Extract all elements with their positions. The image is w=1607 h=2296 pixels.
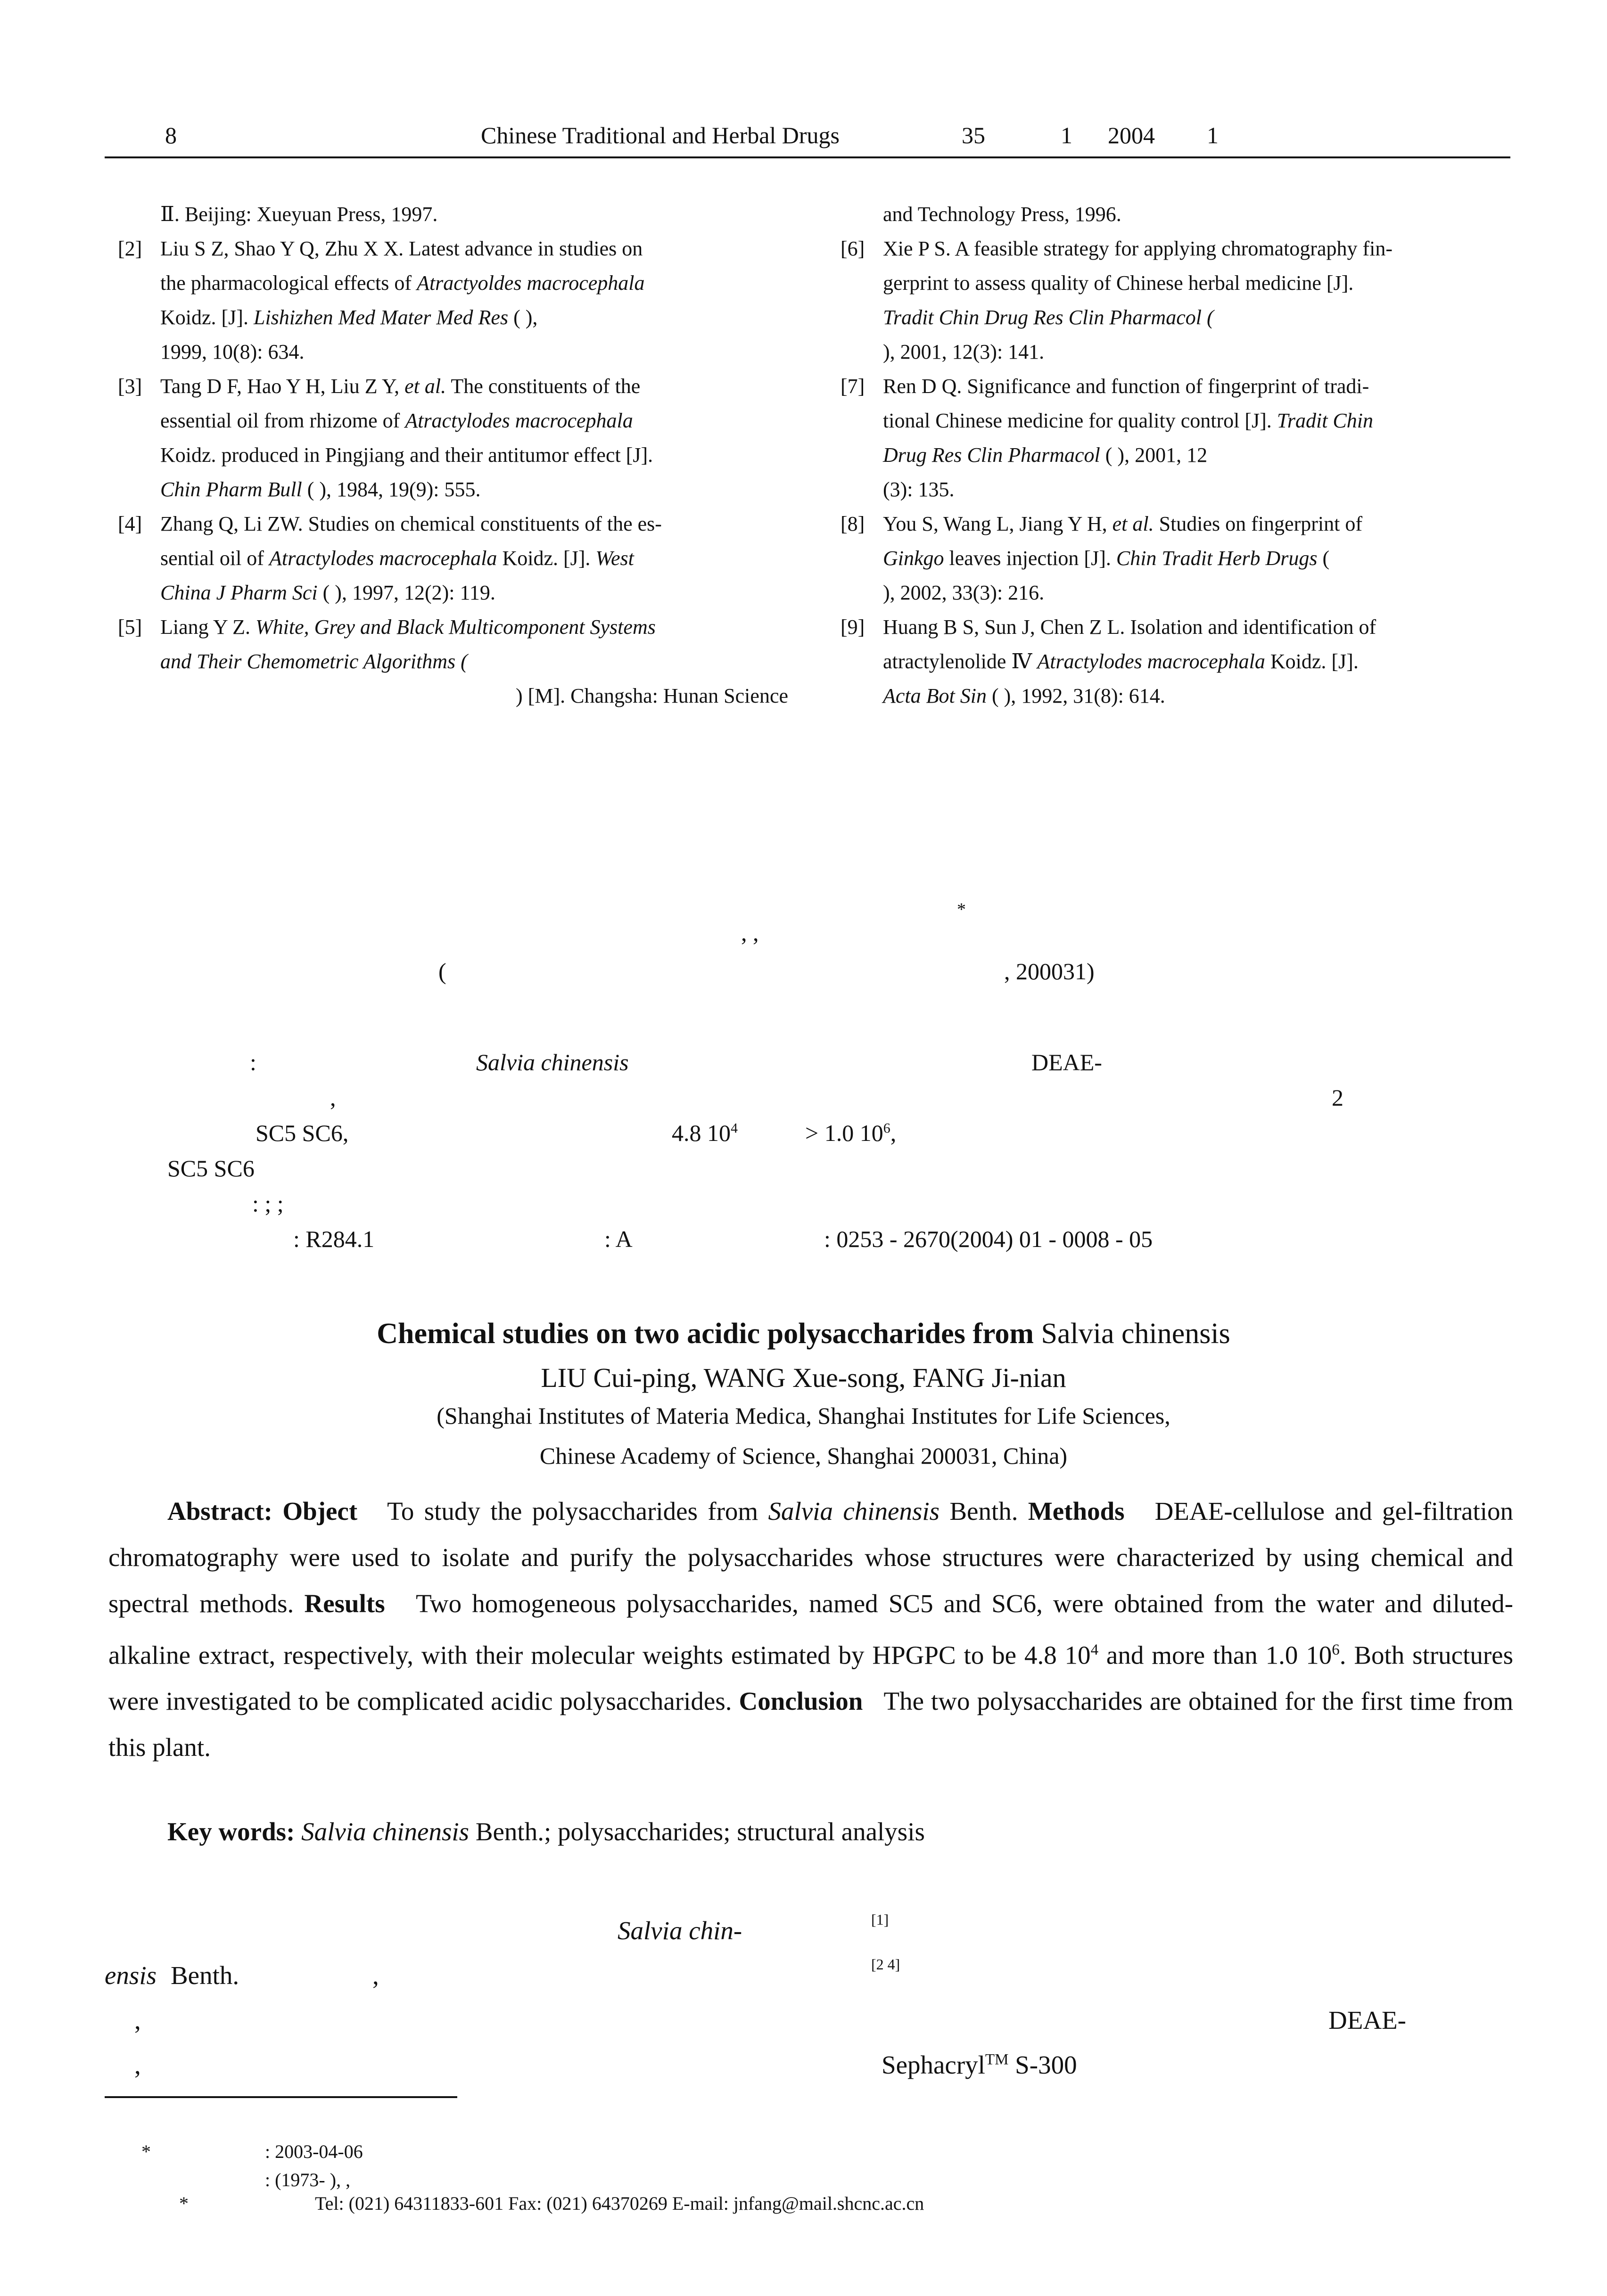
reference-5: [5] Liang Y Z. White, Grey and Black Multicomponent Systems and Their Chemometric Algorithms ( ) [M]. Changsha: Hunan Science — [105, 610, 788, 713]
sample-names: SC5 SC6, — [255, 1120, 349, 1146]
volume-number: 35 — [962, 122, 985, 148]
reference-3: [3] Tang D F, Hao Y H, Liu Z Y, et al. The constituents of the essential oil from rhizome of Atractylodes macrocephala Koidz. produced in Pingjiang and their antitumor effect [J]. Chin Pharm Bull ( ), 1984, 19(9): 555. — [105, 369, 788, 507]
species-name: Salvia chinensis — [476, 1049, 629, 1075]
reference-8: [8] You S, Wang L, Jiang Y H, et al. Studies on fingerprint of Ginkgo leaves injection [J]. Chin Tradit Herb Drugs ( ), 2002, 33(3): 216. — [827, 507, 1511, 610]
clc-number: : R284.1 — [293, 1226, 375, 1252]
body-comma-a: , — [372, 1961, 379, 1990]
reference-number: [9] — [841, 615, 865, 639]
abstract-colon: : — [250, 1049, 256, 1075]
article-id: : 0253 - 2670(2004) 01 - 0008 - 05 — [824, 1226, 1153, 1252]
body-comma-c: , — [134, 2050, 141, 2079]
deae-label: DEAE- — [1031, 1049, 1102, 1075]
reference-9: [9] Huang B S, Sun J, Chen Z L. Isolation and identification of atractylenolide Ⅳ Atractylodes macrocephala Koidz. [J]. Acta Bot Sin ( ), 1992, 31(8): 614. — [827, 610, 1511, 713]
footnote-received-date: : 2003-04-06 — [265, 2141, 363, 2162]
affiliation-open: ( — [438, 958, 446, 984]
body-species-b: ensis — [105, 1961, 157, 1990]
reference-number: [7] — [841, 375, 865, 398]
footnote-star-2: * — [179, 2193, 189, 2214]
english-title: Chemical studies on two acidic polysaccharides from Salvia chinensis — [377, 1318, 1230, 1350]
keywords-separators: : ; ; — [252, 1190, 284, 1217]
citation-2-4: [2 4] — [871, 1956, 900, 1973]
reference-1-tail: Ⅱ. Beijing: Xueyuan Press, 1997. — [160, 203, 438, 226]
references-left-column — [105, 197, 788, 713]
body-deae: DEAE- — [1328, 2006, 1406, 2034]
references-right-column — [827, 197, 1511, 713]
footnote-contact: Tel: (021) 64311833-601 Fax: (021) 64370269 E-mail: jnfang@mail.shcnc.ac.cn — [315, 2193, 924, 2214]
reference-number: [2] — [118, 237, 142, 260]
comma-mark: , — [330, 1084, 336, 1111]
footnote-star-1: * — [141, 2141, 151, 2162]
page-number: 8 — [165, 122, 177, 148]
reference-7: [7] Ren D Q. Significance and function of fingerprint of tradi- tional Chinese medicine for quality control [J]. Tradit Chin Drug Res Clin Pharmacol ( ), 2001, 12 (3): 135. — [827, 369, 1511, 507]
reference-5-tail: and Technology Press, 1996. — [883, 203, 1121, 226]
body-benth: Benth. — [171, 1961, 239, 1990]
english-affiliation-2: Chinese Academy of Science, Shanghai 200031, China) — [539, 1443, 1068, 1469]
issue-number: 1 — [1061, 122, 1072, 148]
reference-number: [5] — [118, 615, 142, 639]
molecular-weight-1: 4.8 $10^4$ — [672, 1120, 738, 1146]
count-two: 2 — [1332, 1084, 1343, 1111]
year-number: 2004 — [1108, 122, 1155, 148]
month-number: 1 — [1207, 122, 1219, 148]
body-species-a: Salvia chin- — [618, 1916, 742, 1945]
document-code: : A — [604, 1226, 633, 1252]
body-sephacryl: Sephacryl™ S-300 — [882, 2050, 1077, 2079]
english-affiliation-1: (Shanghai Institutes of Materia Medica, Shanghai Institutes for Life Sciences, — [437, 1402, 1170, 1429]
citation-1: [1] — [871, 1911, 889, 1928]
body-comma-b: , — [134, 2006, 141, 2034]
reference-2: [2] Liu S Z, Shao Y Q, Zhu X X. Latest advance in studies on the pharmacological effects of Atractyoldes macrocephala Koidz. [J]. Lishizhen Med Mater Med Res ( ), 1999, 10(8): 634. — [105, 231, 788, 369]
sample-names-2: SC5 SC6 — [167, 1155, 255, 1181]
header-rule — [105, 156, 1510, 158]
reference-number: [8] — [841, 512, 865, 535]
english-authors: LIU Cui-ping, WANG Xue-song, FANG Ji-nian — [541, 1362, 1066, 1393]
english-abstract: Abstract: Object To study the polysaccharides from Salvia chinensis Benth. Methods DEAE-cellulose and gel-filtration chromatography were used to isolate and purify the polysaccharides whose structures were characterized by using chemical and spectral methods. Results Two homogeneous polysaccharides, named SC5 and SC6, were obtained from the water and diluted-alkaline extract, respectively, with their molecular weights estimated by HPGPC to be 4.8 $10^4$ and more than 1.0 $10^6$. Both structures were investigated to be complicated acidic polysaccharides. Conclusion The two polysaccharides are obtained for the first time from this plant. — [108, 1497, 1514, 1762]
reference-6: [6] Xie P S. A feasible strategy for applying chromatography fin- gerprint to assess quality of Chinese herbal medicine [J]. Tradit Chin Drug Res Clin Pharmacol ( ), 2001, 12(3): 141. — [827, 231, 1511, 369]
footnote-rule — [105, 2096, 457, 2098]
journal-name: Chinese Traditional and Herbal Drugs — [481, 122, 840, 148]
english-keywords: Key words: Salvia chinensis Benth.; polysaccharides; structural analysis — [167, 1817, 925, 1846]
footnote-author-info: : (1973- ), , — [265, 2169, 351, 2190]
affiliation-close: , 200031) — [1004, 958, 1095, 984]
author-star: * — [957, 900, 966, 919]
reference-number: [6] — [841, 237, 865, 260]
reference-number: [3] — [118, 375, 142, 398]
reference-number: [4] — [118, 512, 142, 535]
author-separators: , , — [741, 919, 759, 946]
molecular-weight-2: > 1.0 $10^6$, — [805, 1120, 897, 1146]
reference-4: [4] Zhang Q, Li ZW. Studies on chemical constituents of the es- sential oil of Atractylodes macrocephala Koidz. [J]. West China J Pharm Sci ( ), 1997, 12(2): 119. — [105, 507, 788, 610]
